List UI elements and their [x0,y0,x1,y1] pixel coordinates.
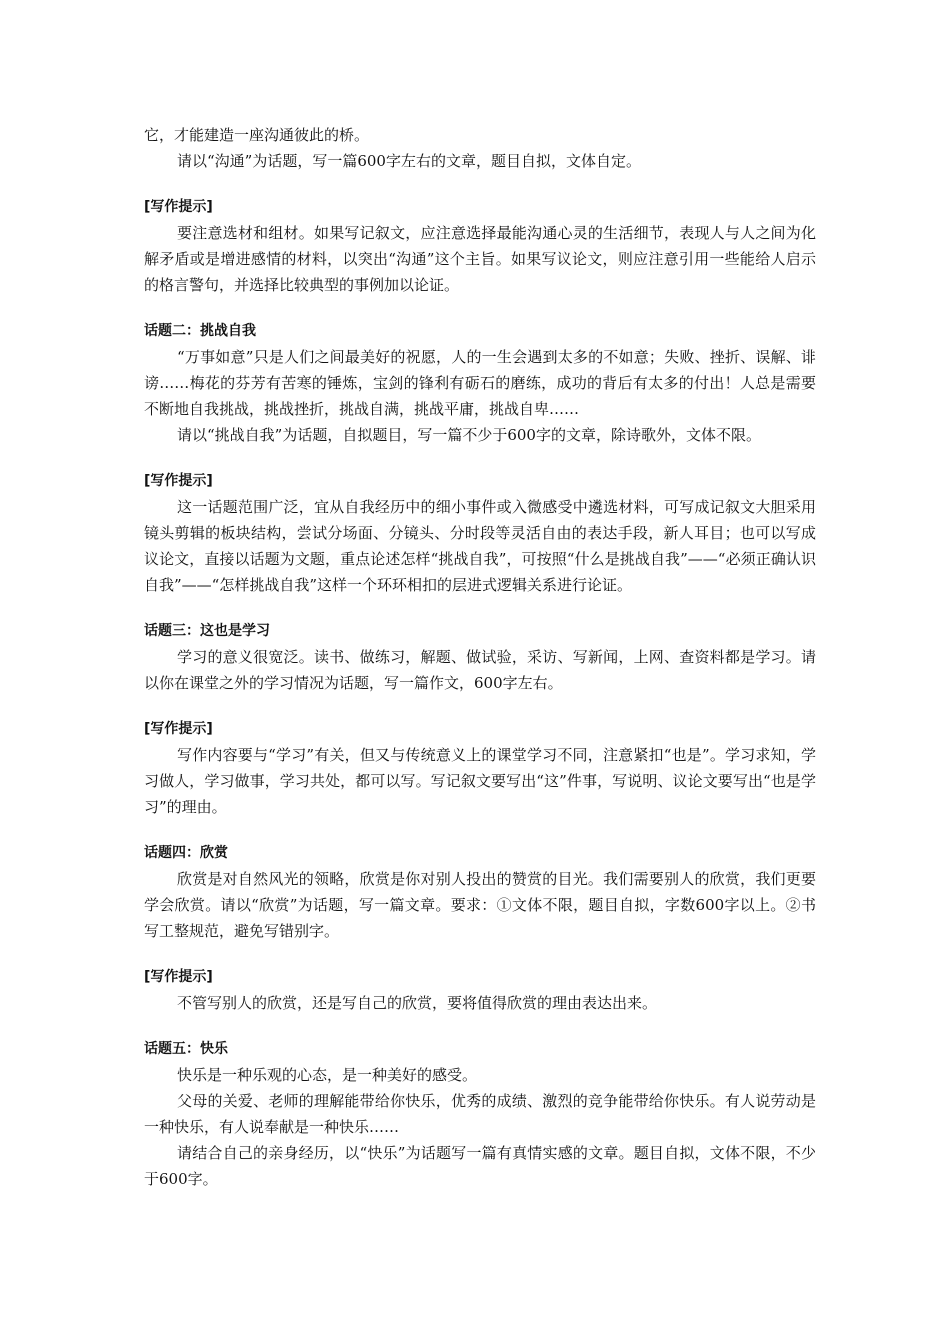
tip3-heading: [写作提示] [144,721,213,737]
tip1-heading: [写作提示] [144,199,213,215]
intro-prompt: 请以“沟通”为话题，写一篇600字左右的文章，题目自拟，文体自定。 [177,152,641,170]
topic5-para1: 快乐是一种乐观的心态，是一种美好的感受。 [177,1066,478,1084]
topic5-para3: 请结合自己的亲身经历，以“快乐”为话题写一篇有真情实感的文章。题目自拟，文体不限，不少于600字。 [144,1144,816,1188]
tip1-text: 要注意选材和组材。如果写记叙文，应注意选择最能沟通心灵的生活细节，表现人与人之间为化解矛盾或是增进感情的材料，以突出“沟通”这个主旨。如果写议论文，则应注意引用一些能给人启示的格言警句，并选择比较典型的事例加以论证。 [144,224,816,294]
tip2-text: 这一话题范围广泛，宜从自我经历中的细小事件或入微感受中遴选材料，可写成记叙文大胆采用镜头剪辑的板块结构，尝试分场面、分镜头、分时段等灵活自由的表达手段，新人耳目；也可以写成议论文，直接以话题为文题，重点论述怎样“挑战自我”，可按照“什么是挑战自我”——“必须正确认识自我”——“怎样挑战自我”这样一个环环相扣的层进式逻辑关系进行论证。 [144,498,816,594]
topic2-heading: 话题二：挑战自我 [144,323,256,339]
tip4-heading: [写作提示] [144,969,213,985]
topic4-para1: 欣赏是对自然风光的领略，欣赏是你对别人投出的赞赏的目光。我们需要别人的欣赏，我们更要学会欣赏。请以“欣赏”为话题，写一篇文章。要求：①文体不限，题目自拟，字数600字以上。②书写工整规范，避免写错别字。 [144,870,816,940]
topic2-para2: 请以“挑战自我”为话题，自拟题目，写一篇不少于600字的文章，除诗歌外，文体不限。 [177,426,761,444]
topic2-para1: “万事如意”只是人们之间最美好的祝愿，人的一生会遇到太多的不如意；失败、挫折、误解、诽谤……梅花的芬芳有苦寒的锤炼，宝剑的锋利有砺石的磨练，成功的背后有太多的付出！人总是需要不断地自我挑战，挑战挫折，挑战自满，挑战平庸，挑战自卑…… [144,348,816,418]
tip3-text: 写作内容要与“学习”有关，但又与传统意义上的课堂学习不同，注意紧扣“也是”。学习求知，学习做人，学习做事，学习共处，都可以写。写记叙文要写出“这”件事，写说明、议论文要写出“也是学习”的理由。 [144,746,816,816]
topic5-heading: 话题五：快乐 [144,1041,228,1057]
topic5-para2: 父母的关爱、老师的理解能带给你快乐，优秀的成绩、激烈的竞争能带给你快乐。有人说劳动是一种快乐，有人说奉献是一种快乐…… [144,1092,816,1136]
tip2-heading: [写作提示] [144,473,213,489]
document-page [144,122,816,1192]
topic4-heading: 话题四：欣赏 [144,845,228,861]
intro-continuation: 它，才能建造一座沟通彼此的桥。 [144,126,370,144]
tip4-text: 不管写别人的欣赏，还是写自己的欣赏，要将值得欣赏的理由表达出来。 [177,994,658,1012]
topic3-heading: 话题三：这也是学习 [144,623,270,639]
topic3-para1: 学习的意义很宽泛。读书、做练习，解题、做试验，采访、写新闻，上网、查资料都是学习。请以你在课堂之外的学习情况为话题，写一篇作文，600字左右。 [144,648,816,692]
